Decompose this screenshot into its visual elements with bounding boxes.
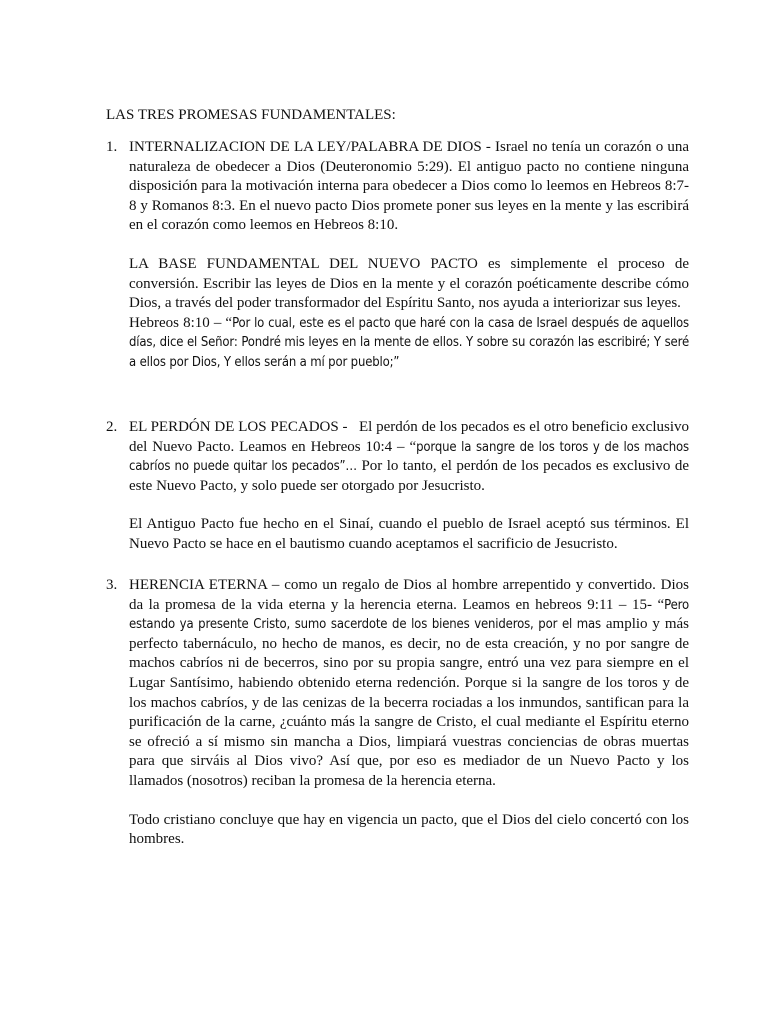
list-number: 2. <box>106 419 118 435</box>
paragraph-text: como un regalo de Dios al hombre arrepentido y convertido. Dios da la promesa de la vida eterna y la herencia eterna. Leamos en hebreos 9:11 – 15- “ <box>129 577 690 613</box>
item-heading: HERENCIA ETERNA <box>129 577 268 593</box>
paragraph-gap <box>129 496 689 515</box>
document-title: LAS TRES PROMESAS FUNDAMENTALES: <box>106 107 396 123</box>
item-heading: INTERNALIZACION DE LA LEY/PALABRA DE DIOS <box>129 139 482 155</box>
paragraph: LA BASE FUNDAMENTAL DEL NUEVO PACTO es simplemente el proceso de conversión. Escribir las leyes de Dios en la mente y el corazón poéticamente describe cómo Dios, a través del poder transformador del Espíritu Santo, nos ayuda a interiorizar sus leyes. <box>129 255 689 312</box>
list-item-body <box>129 418 689 555</box>
item-heading: EL PERDÓN DE LOS PECADOS <box>129 419 339 435</box>
scripture-quote: Pero estando ya presente Cristo, sumo sacerdote de los bienes venideros, por el mas <box>129 597 689 633</box>
paragraph-gap <box>129 792 689 811</box>
paragraph-gap <box>129 236 689 255</box>
list-item-body <box>129 576 689 850</box>
paragraph-text: Por lo tanto, el perdón de los pecados es exclusivo de este Nuevo Pacto, y solo puede ser otorgado por Jesucristo. <box>129 458 690 494</box>
paragraph-text: amplio y más perfecto tabernáculo, no hecho de manos, es decir, no de esta creación, y no por sangre de machos cabríos ni de becerros, sino por su propia sangre, entró una vez para siempre en el Lugar Santísimo, habiendo obtenido eterna redención. Porque si la sangre de los toros y de los machos cabríos, y de las cenizas de la becerra rociadas a los inmundos, santifican para la purificación de la carne, ¿cuánto más la sangre de Cristo, el cual mediante el Espíritu eterno se ofreció a sí mismo sin mancha a Dios, limpiará vuestras conciencias de obras muertas para que sirváis al Dios vivo? Así que, por eso es mediador de un Nuevo Pacto y los llamados (nosotros) reciban la promesa de la herencia eterna. <box>129 616 689 789</box>
paragraph-text: El perdón de los pecados es el otro beneficio exclusivo del Nuevo Pacto. Leamos en Hebreos 10:4 – “ <box>129 419 690 455</box>
list-number: 3. <box>106 577 118 593</box>
list-item-body <box>129 138 689 373</box>
paragraph: Todo cristiano concluye que hay en vigencia un pacto, que el Dios del cielo concertó con los hombres. <box>129 811 689 848</box>
heading-separator: – <box>267 577 285 593</box>
paragraph-text: Israel no tenía un corazón o una naturaleza de obedecer a Dios (Deuteronomio 5:29). El antiguo pacto no contiene ninguna disposición para la motivación interna para obedecer a Dios como lo leemos en Hebreos 8:7-8 y Romanos 8:3. En el nuevo pacto Dios promete poner sus leyes en la mente y las escribirá en el corazón como leemos en Hebreos 8:10. <box>129 139 690 234</box>
heading-separator: - <box>481 139 496 155</box>
list-number: 1. <box>106 139 118 155</box>
scripture-quote: Por lo cual, este es el pacto que haré con la casa de Israel después de aquellos días, dice el Señor: Pondré mis leyes en la mente de ellos. Y sobre su corazón las escribiré; Y seré a ellos por Dios, Y ellos serán a mí por pueblo;” <box>129 315 689 370</box>
paragraph <box>129 418 689 496</box>
paragraph: El Antiguo Pacto fue hecho en el Sinaí, cuando el pueblo de Israel aceptó sus términos. El Nuevo Pacto se hace en el bautismo cuando aceptamos el sacrificio de Jesucristo. <box>129 516 689 552</box>
heading-separator: - <box>338 419 359 435</box>
paragraph <box>129 314 689 373</box>
scripture-quote: porque la sangre de los toros y de los machos cabríos no puede quitar los pecados”… <box>129 439 689 475</box>
paragraph <box>129 576 689 792</box>
paragraph <box>129 138 689 236</box>
scripture-reference: Hebreos 8:10 – “ <box>129 314 233 331</box>
